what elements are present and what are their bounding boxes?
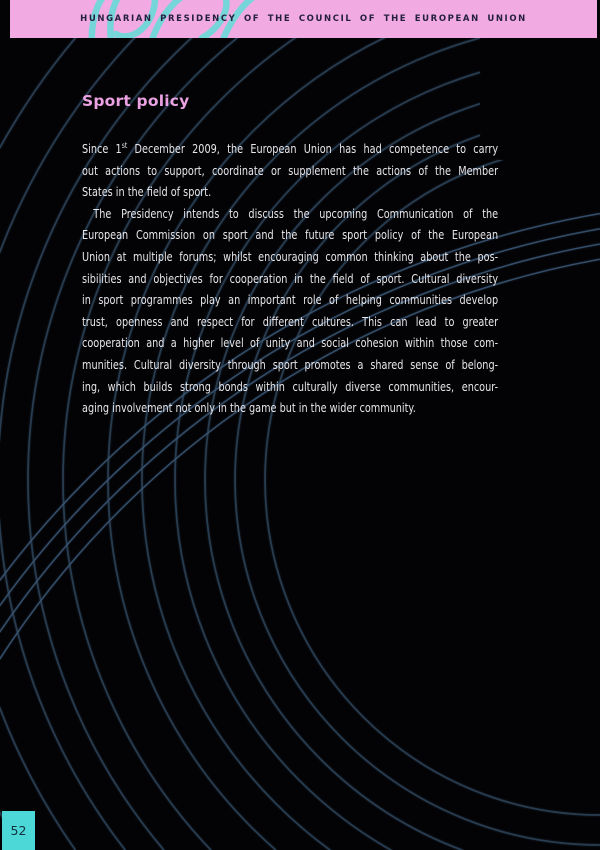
banner-title: HUNGARIAN PRESIDENCY OF THE COUNCIL OF THE EUROPEAN UNION — [80, 14, 527, 24]
text-line: Union at multiple forums; whilst encouraging common thinking about the pos- — [82, 249, 499, 264]
text-line: sibilities and objectives for cooperation in the field of sport. Cultural diversity — [82, 271, 499, 286]
arc — [28, 0, 600, 850]
page-number: 52 — [10, 823, 27, 838]
text-run: December 2009, the European Union has had competence to carry — [127, 142, 499, 156]
paragraph-1 — [82, 139, 498, 204]
text-line: ing, which builds strong bonds within culturally diverse communities, encour- — [82, 379, 499, 394]
text-run: Since 1 — [82, 142, 122, 156]
arc — [63, 0, 600, 850]
text-line — [82, 139, 498, 161]
page-number-badge — [2, 811, 35, 850]
text-line: European Commission on sport and the future sport policy of the European — [82, 228, 499, 243]
arc — [108, 0, 600, 850]
body-text — [82, 139, 498, 420]
ordinal-suffix: st — [121, 141, 128, 150]
text-line: aging involvement not only in the game but in the wider community. — [82, 401, 416, 416]
text-line: cooperation and a higher level of unity and social cohesion within those com- — [82, 336, 499, 351]
section-heading: Sport policy — [82, 92, 190, 110]
text-line: The Presidency intends to discuss the upcoming Communication of the — [93, 206, 499, 221]
header-banner — [10, 0, 597, 38]
text-line: out actions to support, coordinate or supplement the actions of the Member — [82, 163, 499, 178]
paragraph-2 — [82, 204, 498, 420]
text-line: munities. Cultural diversity through sport promotes a shared sense of belong- — [82, 357, 499, 372]
text-line: in sport programmes play an important role of helping communities develop — [82, 293, 499, 308]
text-line: trust, openness and respect for different cultures. This can lead to greater — [82, 314, 499, 329]
text-line: States in the field of sport. — [82, 185, 212, 200]
